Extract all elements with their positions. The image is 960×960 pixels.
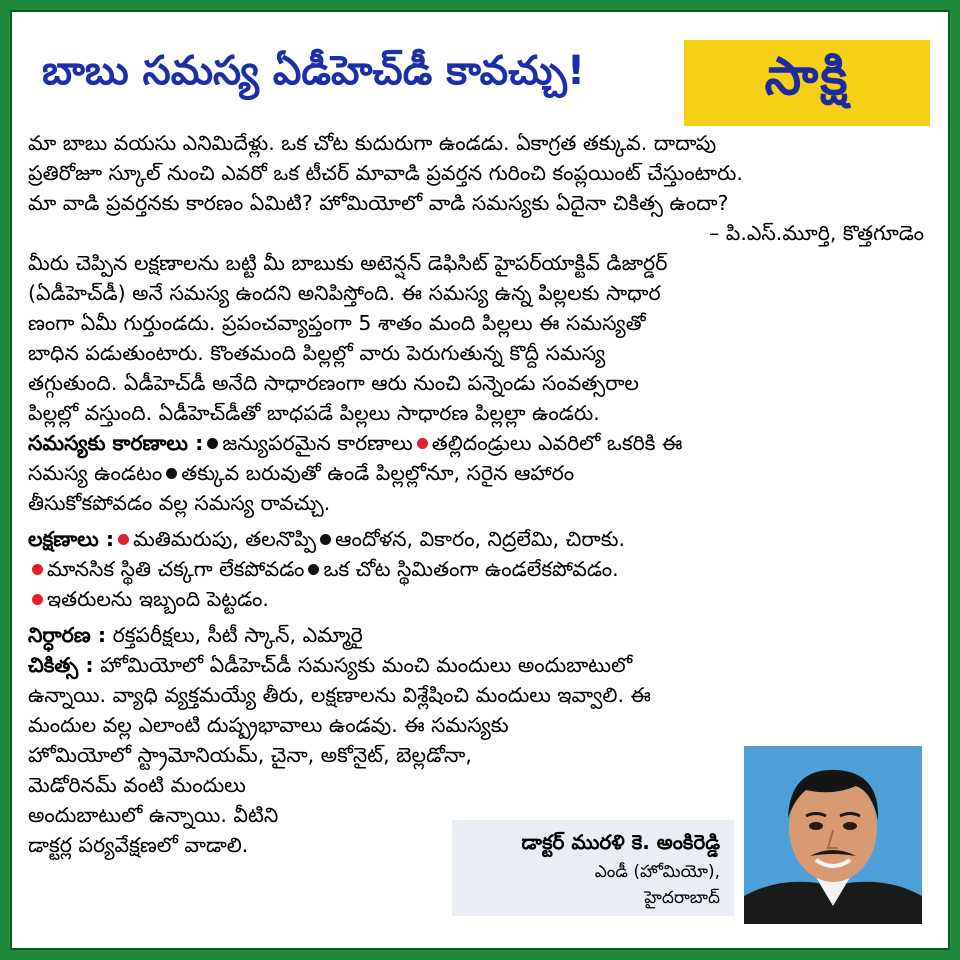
question-line-1: మా బాబు వయసు ఎనిమిదేళ్లు. ఒక చోట కుదురుగా ఉండడు. ఏకాగ్రత తక్కువ. దాదాపు <box>28 131 717 155</box>
treatment-line-5: మెడోరినమ్ వంటి మందులు <box>28 773 246 797</box>
question-line-3: మా వాడి ప్రవర్తనకు కారణం ఏమిటి? హోమియోలో వాడి సమస్యకు ఏదైనా చికిత్స ఉందా? <box>28 191 729 215</box>
diagnosis-line <box>28 620 928 650</box>
causes-heading: సమస్యకు కారణాలు : <box>28 431 204 455</box>
treatment-line-3: మందుల వల్ల ఎలాంటి దుష్ప్రభావాలు ఉండవు. ఈ సమస్యకు <box>28 713 509 737</box>
symptom-item-4: ఒక చోట స్థిమితంగా ఉండలేకపోవడం. <box>323 557 619 581</box>
doctor-portrait-image <box>744 746 922 924</box>
diagnosis-heading: నిర్ధారణ : <box>28 623 107 647</box>
symptom-item-5: ఇతరులను ఇబ్బంది పెట్టడం. <box>47 587 269 611</box>
cause-item-1: జన్యుపరమైన కారణాలు <box>222 431 413 455</box>
symptom-item-2: ఆందోళన, వికారం, నిద్రలేమి, చిరాకు. <box>335 527 626 551</box>
question-signature: – పి.ఎస్.మూర్తి, కొత్తగూడెం <box>708 221 924 245</box>
headline: బాబు సమస్య ఏడీహెచ్‌డీ కావచ్చు! <box>42 48 586 94</box>
bullet-black-icon <box>320 534 331 545</box>
bullet-black-icon <box>207 438 218 449</box>
bullet-red-icon <box>118 534 129 545</box>
causes-line-1 <box>28 428 928 458</box>
symptoms-line-1 <box>28 524 928 554</box>
treatment-line-6: అందుబాటులో ఉన్నాయి. వీటిని <box>28 803 279 827</box>
causes-line-3: తీసుకోకపోవడం వల్ల సమస్య రావచ్చు. <box>28 491 331 515</box>
doctor-city: హైదరాబాద్ <box>644 888 720 908</box>
treatment-heading: చికిత్స : <box>28 653 94 677</box>
symptoms-line-2 <box>28 554 928 584</box>
answer-line-5: తగ్గుతుంది. ఏడీహెచ్‌డీ అనేది సాధారణంగా ఆరు నుంచి పన్నెండు సంవత్సరాల <box>28 371 639 395</box>
bullet-black-icon <box>166 468 177 479</box>
answer-line-3: ణంగా ఏమీ గుర్తుండదు. ప్రపంచవ్యాప్తంగా 5 శాతం మంది పిల్లలు ఈ సమస్యతో <box>28 311 646 335</box>
doctor-credit <box>452 820 734 916</box>
treatment-line-2: ఉన్నాయి. వ్యాధి వ్యక్తమయ్యే తీరు, లక్షణాలను విశ్లేషించి మందులు ఇవ్వాలి. ఈ <box>28 683 651 707</box>
answer-line-6: పిల్లల్లో వస్తుంది. ఏడీహెచ్‌డీతో బాధపడే పిల్లలు సాధారణ పిల్లల్లా ఉండరు. <box>28 401 600 425</box>
doctor-degree: ఎండీ (హోమియో), <box>594 862 720 882</box>
doctor-photo <box>744 746 922 924</box>
symptoms-heading: లక్షణాలు : <box>28 527 115 551</box>
symptom-item-3: మానసిక స్థితి చక్కగా లేకపోవడం <box>47 557 305 581</box>
bullet-black-icon <box>308 564 319 575</box>
treatment-text-1: హోమియోలో ఏడీహెచ్‌డీ సమస్యకు మంచి మందులు అందుబాటులో <box>100 653 633 677</box>
causes-line-2 <box>28 458 928 488</box>
treatment-line-1 <box>28 650 928 680</box>
sakshi-logo <box>684 40 930 126</box>
answer-line-2: (ఏడీహెచ్‌డీ) అనే సమస్య ఉందని అనిపిస్తోంది. ఈ సమస్య ఉన్న పిల్లలకు సాధార <box>28 281 661 305</box>
cause-item-3: తక్కువ బరువుతో ఉండే పిల్లల్లోనూ, సరైన ఆహారం <box>181 461 575 485</box>
symptom-item-1: మతిమరుపు, తలనొప్పి <box>133 527 317 551</box>
bullet-red-icon <box>32 564 43 575</box>
answer-line-1: మీరు చెప్పిన లక్షణాలను బట్టి మీ బాబుకు అటెన్షన్ డెఫిసిట్ హైపర్‌యాక్టివ్ డిజార్డర్ <box>28 251 668 275</box>
logo-text: సాక్షి <box>764 46 850 107</box>
symptoms-line-3 <box>28 584 928 614</box>
bullet-red-icon <box>32 594 43 605</box>
treatment-line-4: హోమియోలో స్ట్రామోనియమ్, చైనా, అకోనైట్, బెల్లడోనా, <box>28 743 472 767</box>
doctor-name: డాక్టర్ మురళి కె. అంకిరెడ్డి <box>521 830 720 854</box>
answer-line-4: బాధిన పడుతుంటారు. కొంతమంది పిల్లల్లో వారు పెరుగుతున్న కొద్దీ సమస్య <box>28 341 606 365</box>
cause-item-2-cont: సమస్య ఉండటం <box>28 461 163 485</box>
cause-item-2: తల్లిదండ్రులు ఎవరిలో ఒకరికి ఈ <box>431 431 683 455</box>
diagnosis-text: రక్తపరీక్షలు, సీటీ స్కాన్, ఎమ్మారై <box>112 623 363 647</box>
question-line-2: ప్రతిరోజూ స్కూల్ నుంచి ఎవరో ఒక టీచర్ మావాడి ప్రవర్తన గురించి కంప్లయింట్ చేస్తుంటారు. <box>28 161 743 185</box>
treatment-line-7: డాక్టర్ల పర్యవేక్షణలో వాడాలి. <box>28 833 249 857</box>
bullet-red-icon <box>417 438 428 449</box>
